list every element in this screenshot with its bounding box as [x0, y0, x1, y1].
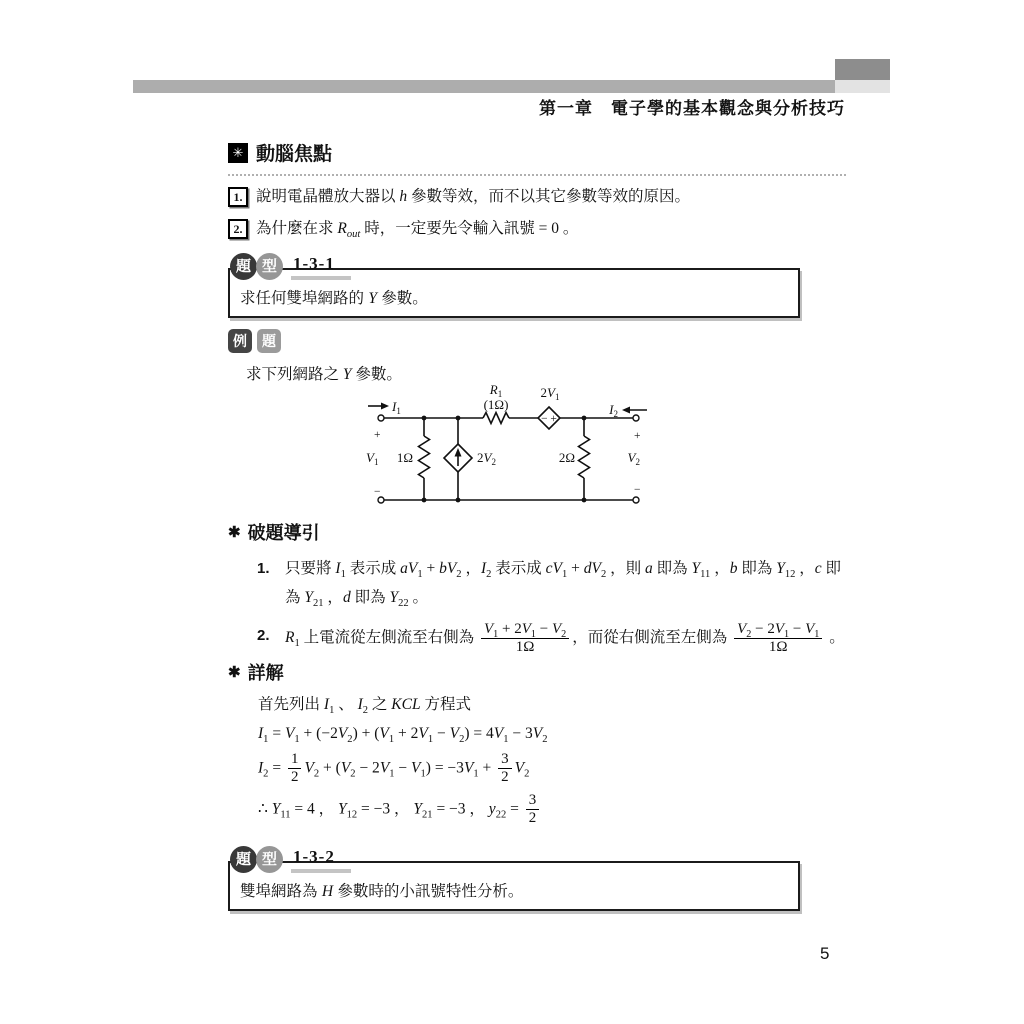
topic-box-text: 求任何雙埠網路的 Y 參數。: [228, 268, 800, 318]
focus-item: [228, 217, 846, 240]
two-port-network-figure: [356, 380, 656, 520]
plus-sign-left: +: [374, 429, 381, 441]
label-i1: $I_1$: [392, 399, 401, 416]
focus-title: 動腦焦點: [256, 144, 333, 165]
flower-square-icon: ✳: [228, 143, 248, 163]
solution-intro: 首先列出 $I_1$ 、 $I_2$ 之 KCL 方程式: [258, 696, 471, 717]
example-section: [228, 329, 846, 384]
label-v1: $V_1$: [366, 450, 379, 467]
topic-badge-left: 題: [230, 253, 257, 280]
guide-item-text: 只要將 $I_1$ 表示成 $aV_1 + bV_2$ ，$I_2$ 表示成 $cV_1 + dV_2$ ，則 a 即為 $Y_{11}$ ，b 即為 $Y_{12}$ ，c 即為 $Y_{21}$ ，d 即為 $Y_{22}$ 。: [285, 560, 842, 610]
solution-equation-1: $I_1 = V_1 + (-2V_2) + (V_1 + 2V_1 - V_2) = 4V_1 - 3V_2$: [258, 725, 548, 746]
guide-item-number: 1.: [257, 560, 270, 577]
minus-sign-left: −: [374, 486, 381, 498]
label-1ohm: 1Ω: [396, 450, 413, 465]
focus-heading: [228, 139, 846, 176]
example-badge: [228, 329, 846, 353]
topic-badge-left: 題: [230, 846, 257, 873]
focus-item: [228, 185, 846, 208]
resistor-2ohm-shunt: [579, 436, 590, 478]
guide-item: [228, 554, 850, 612]
solution-section: [228, 659, 850, 827]
star-icon: ✱: [228, 663, 241, 681]
page-number: 5: [820, 944, 830, 963]
label-v2: $V_2$: [627, 450, 640, 467]
item-number-badge: 2.: [228, 219, 248, 239]
guide-item-text: $R_1$ 上電流從左側流至右側為 $\frac{V_1 + 2V_1 - V_2}{1\Omega}$ ，而從右側流至左側為 $\frac{V_2 - 2V_1 - V_1}{1\Omega}$ 。: [285, 621, 845, 656]
topic-block-1-3-2: [228, 843, 800, 911]
solution-conclusion: ∴ $Y_{11} = 4$ ， $Y_{12} = -3$ ， $Y_{21} = -3$ ， $y_{22}$ = $\frac{3}{2}$: [258, 792, 850, 828]
star-icon: ✱: [228, 523, 241, 541]
solution-body: [258, 693, 850, 827]
guide-item: [228, 621, 850, 657]
focus-item-text: 為什麼在求 $R_{out}$ 時，一定要先令輸入訊號 = 0 。: [256, 220, 579, 241]
solution-heading: [228, 659, 850, 685]
chapter-header: 第一章 電子學的基本觀念與分析技巧: [539, 99, 845, 118]
focus-section: [228, 139, 846, 240]
topic-badge: [230, 250, 800, 280]
polarity-marks: − +: [541, 413, 557, 425]
header-corner-shade: [835, 80, 890, 93]
item-number-badge: 1.: [228, 187, 248, 207]
example-intro: 求下列網路之 Y 參數。: [246, 366, 402, 383]
resistor-r1-series: [483, 413, 509, 424]
header-corner-block: [835, 59, 890, 80]
topic-badge-right: 型: [256, 253, 283, 280]
guide-item-number: 2.: [257, 627, 270, 644]
example-badge-left: 例: [228, 329, 252, 353]
guide-heading: [228, 519, 850, 545]
label-2v2: $2V_2$: [477, 450, 496, 467]
topic-badge: [230, 843, 800, 873]
label-r1-value: (1Ω): [483, 397, 509, 412]
plus-sign-right: +: [634, 430, 641, 442]
example-badge-right: 題: [257, 329, 281, 353]
topic-box-text: 雙埠網路為 H 參數時的小訊號特性分析。: [228, 861, 800, 911]
minus-sign-right: −: [634, 484, 641, 496]
solution-title: 詳解: [247, 663, 284, 683]
label-i2: $I_2$: [609, 402, 618, 419]
label-2v1: $2V_1$: [540, 385, 560, 402]
label-2ohm: 2Ω: [558, 450, 575, 465]
guide-section: [228, 519, 850, 657]
topic-block-1-3-1: [228, 250, 800, 318]
topic-badge-right: 型: [256, 846, 283, 873]
guide-title: 破題導引: [247, 523, 320, 543]
label-r1: $R_1$: [489, 382, 503, 399]
header-rule-bar: [133, 80, 835, 93]
circuit-terminals: [378, 415, 639, 503]
circuit-diagram: [356, 380, 656, 525]
focus-item-text: 說明電晶體放大器以 h 參數等效，而不以其它參數等效的原因。: [256, 188, 691, 205]
resistor-1ohm-shunt: [419, 436, 430, 478]
topic-number: 1-3-2: [291, 847, 351, 873]
solution-equation-2: $I_2$ = $\frac{1}{2}$ $V_2 + (V_2 - 2V_1 - V_1) = -3V_1$ + $\frac{3}{2}$ $V_2$: [258, 751, 530, 786]
topic-number: 1-3-1: [291, 254, 351, 280]
